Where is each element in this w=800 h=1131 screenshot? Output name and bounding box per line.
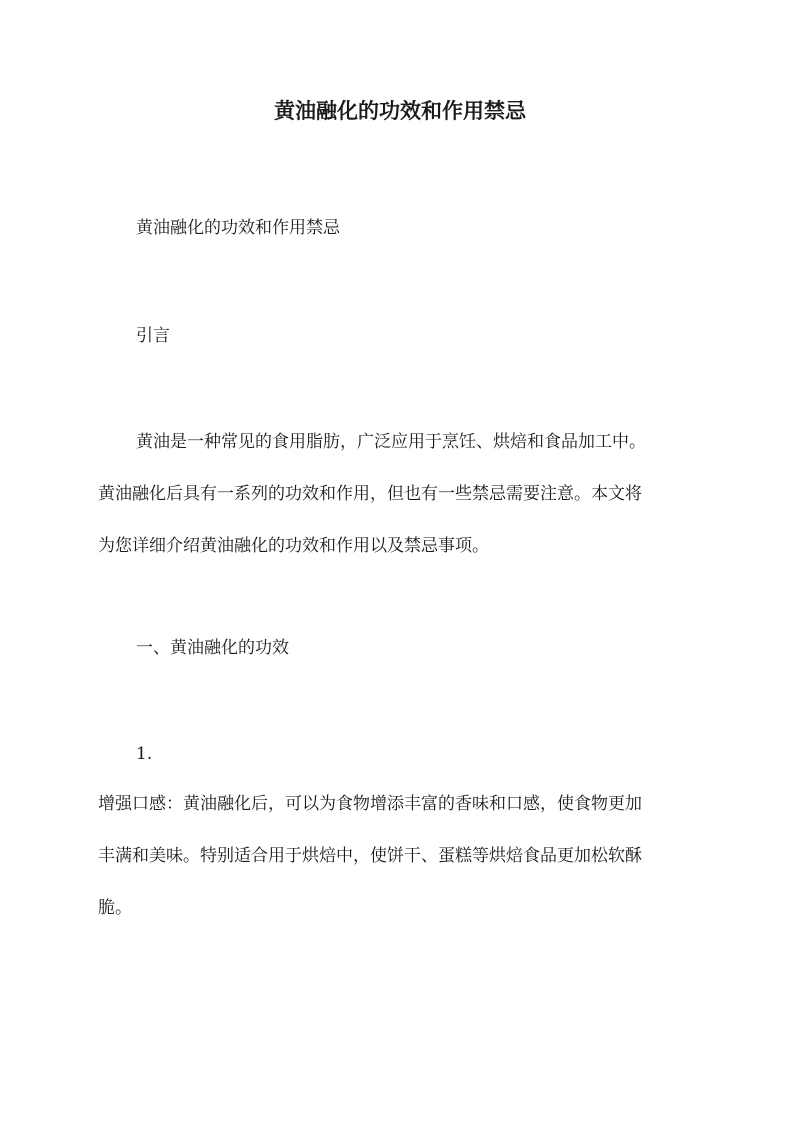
intro-paragraph-line: 黄油是一种常见的食用脂肪，广泛应用于烹饪、烘焙和食品加工中。: [136, 432, 646, 452]
intro-heading: 引言: [136, 326, 170, 346]
section1-heading: 一、黄油融化的功效: [136, 638, 289, 658]
item1-number: 1.: [136, 744, 153, 764]
item1-text-line: 增强口感：黄油融化后，可以为食物增添丰富的香味和口感，使食物更加: [98, 794, 642, 814]
document-subtitle: 黄油融化的功效和作用禁忌: [136, 218, 340, 238]
item1-text-line: 脆。: [98, 898, 132, 918]
item1-text-line: 丰满和美味。特别适合用于烘焙中，使饼干、蛋糕等烘焙食品更加松软酥: [98, 846, 642, 866]
intro-paragraph-line: 黄油融化后具有一系列的功效和作用，但也有一些禁忌需要注意。本文将: [98, 484, 642, 504]
document-title: 黄油融化的功效和作用禁忌: [274, 98, 526, 123]
intro-paragraph-line: 为您详细介绍黄油融化的功效和作用以及禁忌事项。: [98, 536, 489, 556]
